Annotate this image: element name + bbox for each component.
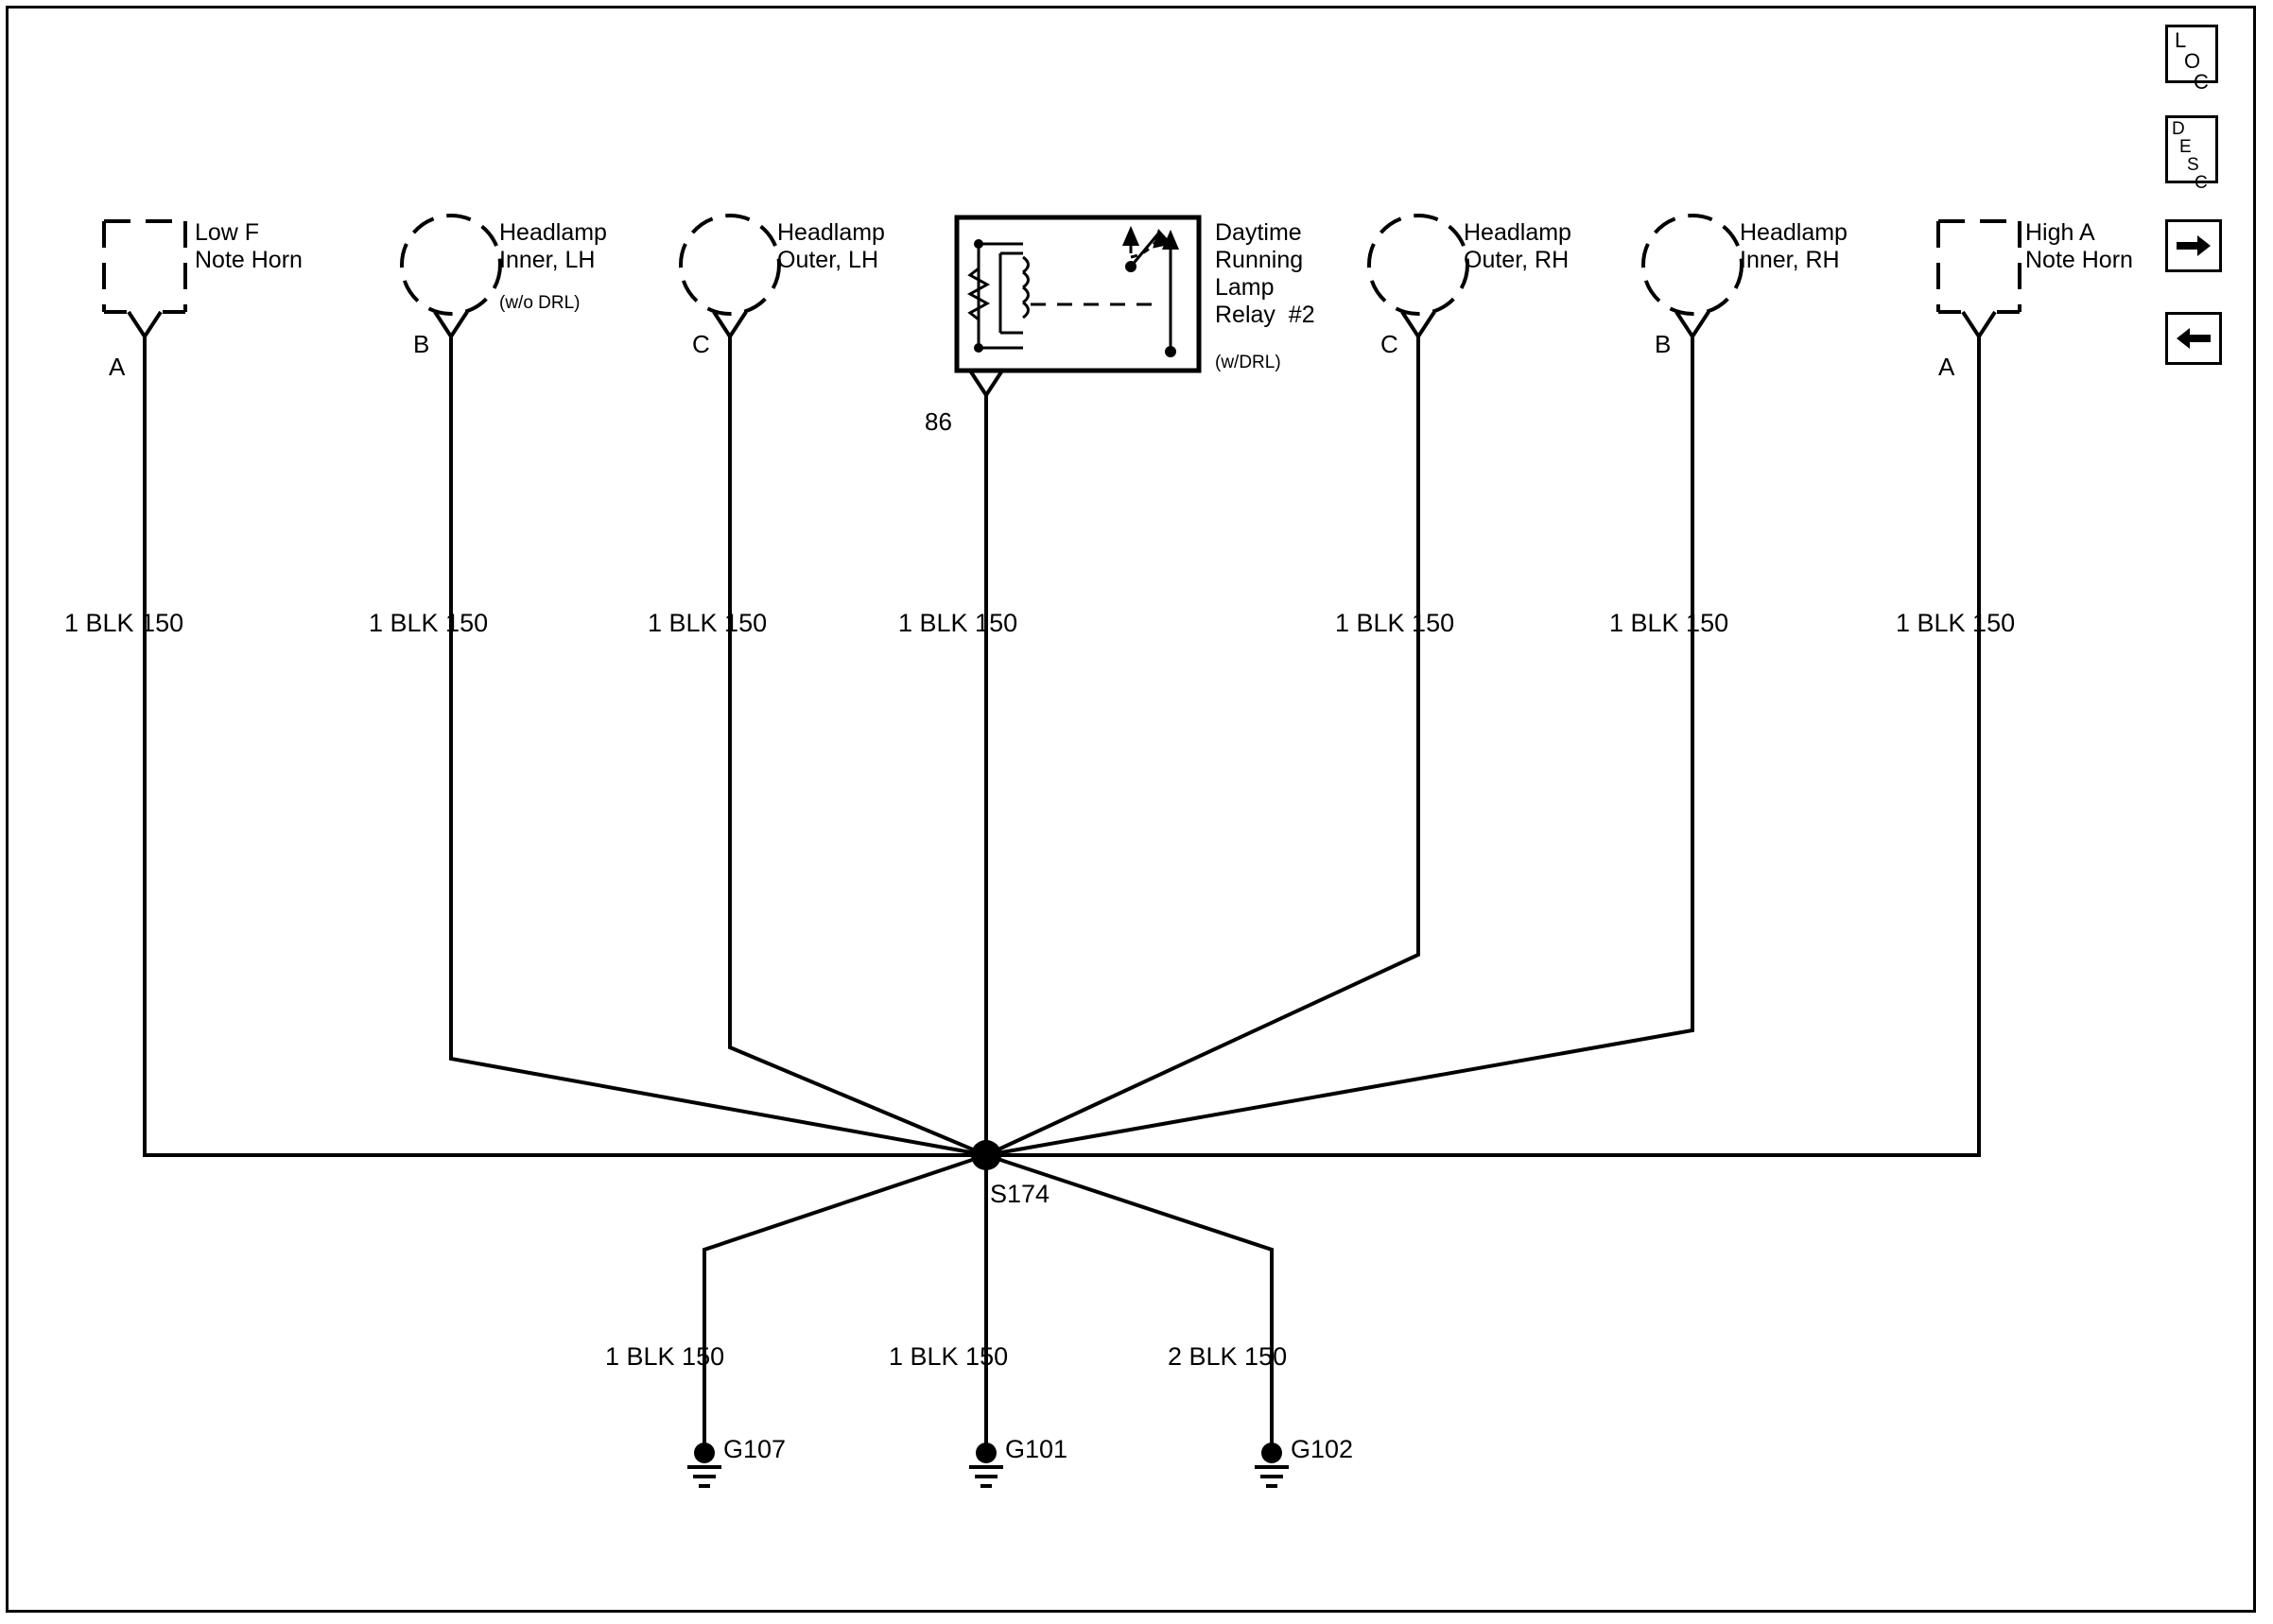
connector-symbol-high-note-horn: [1938, 221, 2020, 337]
ground-label-g101: G101: [1005, 1435, 1068, 1463]
lamp-symbol-headlamp-outer-lh: [681, 216, 779, 337]
terminal-label-low-note-horn: A: [109, 353, 126, 381]
wire-label-headlamp-inner-lh: 1 BLK 150: [369, 609, 489, 637]
terminal-label-high-note-horn: A: [1938, 353, 1955, 381]
component-note-drl-relay-2: (w/DRL): [1215, 353, 1281, 372]
lamp-symbol-headlamp-outer-rh: [1369, 216, 1467, 337]
terminal-label-headlamp-inner-rh: B: [1655, 330, 1672, 358]
wire-label-high-note-horn: 1 BLK 150: [1896, 609, 2016, 637]
wire-label-headlamp-inner-rh: 1 BLK 150: [1609, 609, 1729, 637]
wire-label-g102: 2 BLK 150: [1168, 1342, 1288, 1371]
terminal-label-headlamp-inner-lh: B: [413, 330, 430, 358]
ground-label-g102: G102: [1291, 1435, 1354, 1463]
component-label-high-note-horn: High A Note Horn: [2025, 219, 2133, 273]
terminal-label-headlamp-outer-lh: C: [692, 330, 710, 358]
wire-label-g107: 1 BLK 150: [605, 1342, 725, 1371]
wire-label-drl-relay: 1 BLK 150: [898, 609, 1018, 637]
previous-button[interactable]: [2165, 312, 2222, 365]
lamp-symbol-headlamp-inner-lh: [402, 216, 500, 337]
next-button[interactable]: [2165, 219, 2222, 272]
ground-symbol-g107: [687, 1443, 721, 1486]
connector-symbol-low-note-horn: [104, 221, 185, 337]
terminal-label-headlamp-outer-rh: C: [1380, 330, 1398, 358]
component-label-headlamp-outer-rh: Headlamp Outer, RH: [1464, 219, 1571, 273]
relay-symbol-drl-2: [957, 217, 1199, 395]
ground-symbol-g102: [1255, 1443, 1289, 1486]
ground-symbol-g101: [969, 1443, 1003, 1486]
arrow-right-icon: [2175, 233, 2212, 259]
wire-label-low-note-horn: 1 BLK 150: [64, 609, 184, 637]
desc-button-label: D E S C: [2172, 119, 2208, 193]
wire-label-headlamp-outer-lh: 1 BLK 150: [648, 609, 768, 637]
lamp-symbol-headlamp-inner-rh: [1643, 216, 1742, 337]
splice-label-s174: S174: [990, 1180, 1050, 1208]
wire-runs: [145, 337, 1979, 1446]
wire-label-headlamp-outer-rh: 1 BLK 150: [1335, 609, 1455, 637]
ground-label-g107: G107: [723, 1435, 787, 1463]
component-label-headlamp-outer-lh: Headlamp Outer, LH: [777, 219, 885, 273]
component-label-headlamp-inner-lh: Headlamp Inner, LH: [499, 219, 607, 273]
component-note-headlamp-inner-lh: (w/o DRL): [499, 293, 581, 313]
arrow-left-icon: [2175, 325, 2212, 352]
wire-label-g101: 1 BLK 150: [889, 1342, 1009, 1371]
loc-button-label: L O C: [2175, 28, 2209, 94]
component-label-low-note-horn: Low F Note Horn: [195, 219, 303, 273]
component-label-drl-relay-2: Daytime Running Lamp Relay #2: [1215, 219, 1315, 328]
splice-node-s174: [971, 1140, 1001, 1170]
component-label-headlamp-inner-rh: Headlamp Inner, RH: [1740, 219, 1848, 273]
terminal-label-drl-relay-86: 86: [925, 407, 952, 436]
